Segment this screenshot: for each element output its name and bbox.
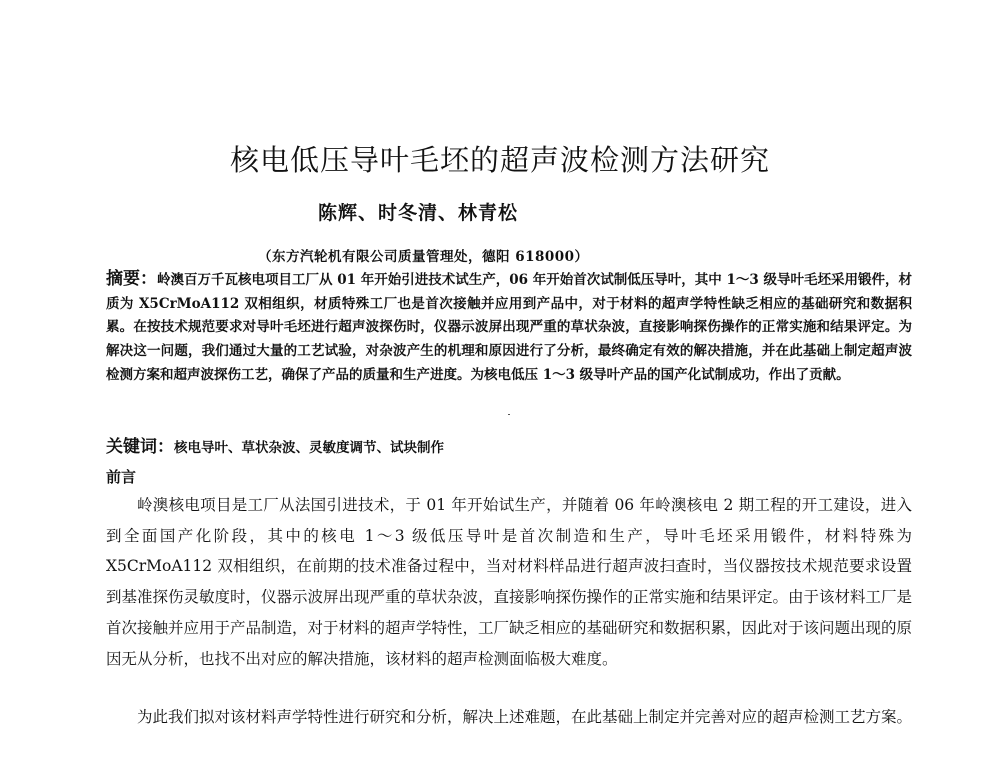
scan-speck xyxy=(508,414,510,415)
abstract-text: 岭澳百万千瓦核电项目工厂从 01 年开始引进技术试生产，06 年开始首次试制低压导叶，其中 1～3 级导叶毛坯采用锻件，材质为 X5CrMoA112 双相组织，材质特殊工厂也是首次接触并应用到产品中，对于材料的超声学特性缺乏相应的基础研究和数据积累。在按技术规范要求对导叶毛坯进行超声波探伤时，仪器示波屏出现严重的草状杂波，直接影响探伤操作的正常实施和结果评定。为解决这一问题，我们通过大量的工艺试验，对杂波产生的机理和原因进行了分析，最终确定有效的解决措施，并在此基础上制定超声波检测方案和超声波探伤工艺，确保了产品的质量和生产进度。为核电低压 1～3 级导叶产品的国产化试制成功，作出了贡献。 xyxy=(106,272,913,383)
keywords-label: 关键词： xyxy=(106,437,174,457)
paper-title: 核电低压导叶毛坯的超声波检测方法研究 xyxy=(229,143,770,177)
paper-authors: 陈辉、时冬清、林青松 xyxy=(318,202,519,224)
body-paragraph-1: 岭澳核电项目是工厂从法国引进技术，于 01 年开始试生产，并随着 06 年岭澳核电 2 期工程的开工建设，进入到全面国产化阶段，其中的核电 1～3 级低压导叶是首次制造和生产，导叶毛坯采用锻件，材料特殊为 X5CrMoA112 双相组织，在前期的技术准备过程中，当对材料样品进行超声波扫查时，当仪器按技术规范要求设置到基准探伤灵敏度时，仪器示波屏出现严重的草状杂波，直接影响探伤操作的正常实施和结果评定。由于该材料工厂是首次接触并应用于产品制造，对于材料的超声学特性，工厂缺乏相应的基础研究和数据积累，因此对于该问题出现的原因无从分析，也找不出对应的解决措施，该材料的超声检测面临极大难度。 xyxy=(106,496,913,668)
section-heading-preface: 前言 xyxy=(106,468,137,486)
keywords xyxy=(106,432,912,457)
body-paragraph-2: 为此我们拟对该材料声学特性进行研究和分析，解决上述难题，在此基础上制定并完善对应的超声检测工艺方案。 xyxy=(137,708,913,726)
keywords-text: 核电导叶、草状杂波、灵敏度调节、试块制作 xyxy=(174,440,444,456)
abstract xyxy=(106,268,912,388)
author-affiliation: （东方汽轮机有限公司质量管理处，德阳 618000） xyxy=(258,249,589,265)
abstract-label: 摘要： xyxy=(106,269,158,289)
